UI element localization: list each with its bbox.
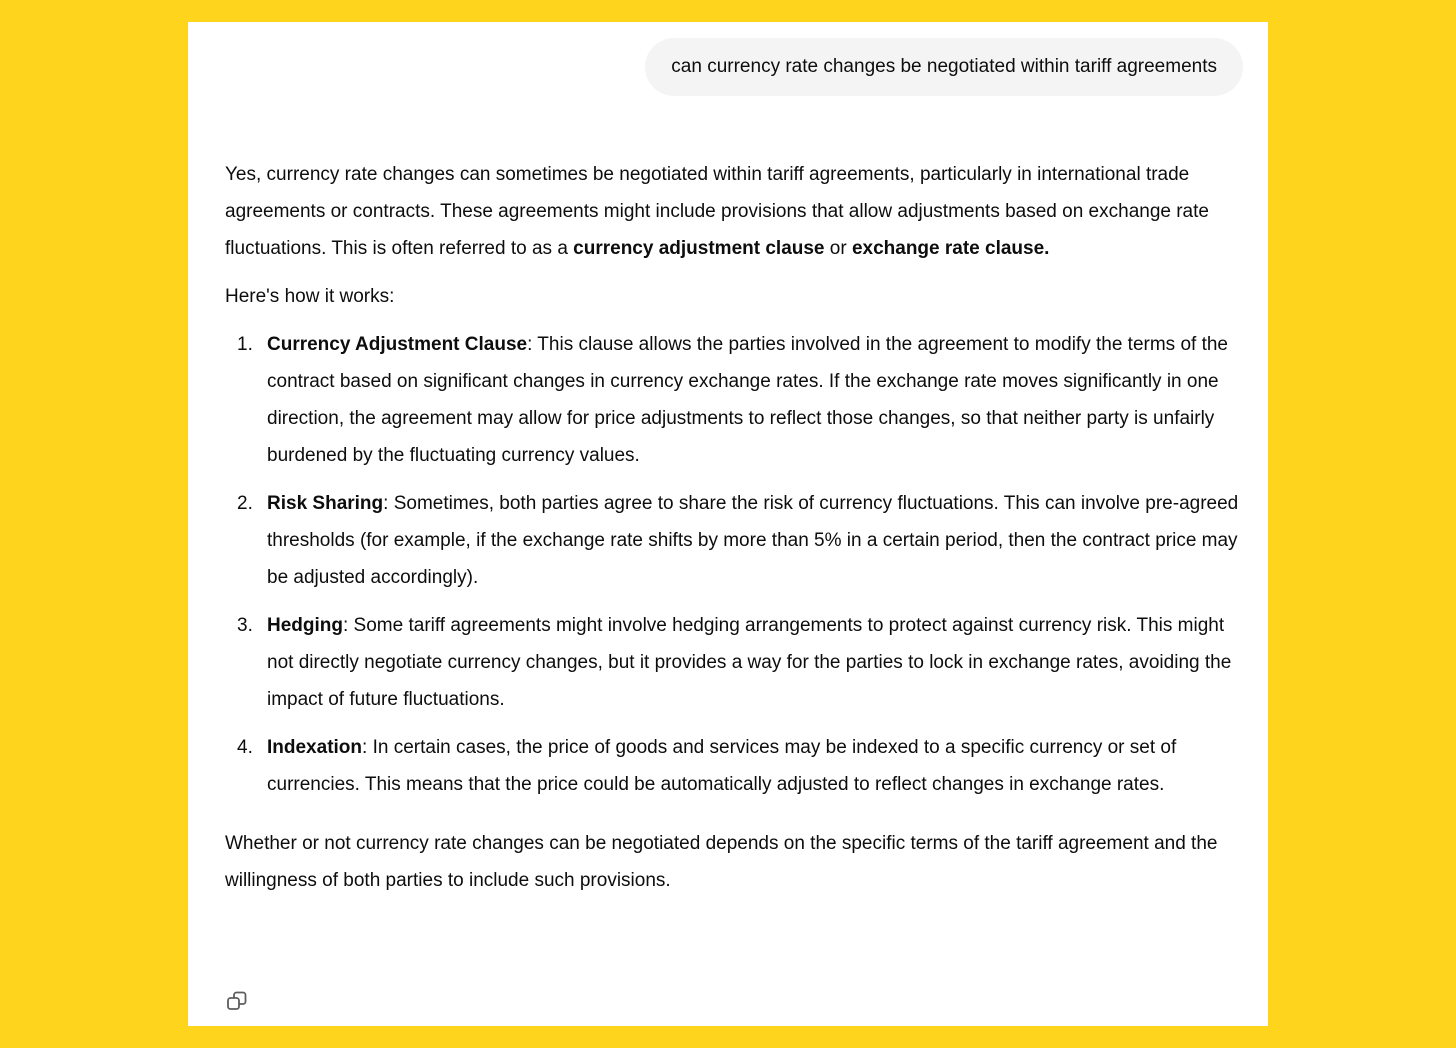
list-item-number: 4. [237,737,253,758]
list-item-title: Risk Sharing [267,493,384,514]
list-item-text: : In certain cases, the price of goods and services may be indexed to a specific currency or set of currencies. This means that the price could be automatically adjusted to reflect changes in exchange rates. [267,737,1177,795]
conclusion-paragraph: Whether or not currency rate changes can be negotiated depends on the specific terms of the tariff agreement and the willingness of both parties to include such provisions. [225,833,1218,891]
intro-bold-2: exchange rate clause [851,238,1045,259]
intro-text-1: Yes, currency rate changes can sometimes be negotiated within tariff agreements, particularly in international trade agreements or contracts. These agreements might include provisions that allow adjustments based on exchange rate fluctuations. This is often referred to as a [225,164,1209,259]
list-item [225,729,1250,803]
list-item-number: 2. [237,493,253,514]
list-item [225,607,1250,718]
list-item-number: 3. [237,615,253,636]
intro-text-3: . [1044,238,1050,259]
list-item-title: Currency Adjustment Clause [267,334,528,355]
list-item-text: : Sometimes, both parties agree to share the risk of currency fluctuations. This can involve pre-agreed thresholds (for example, if the exchange rate shifts by more than 5% in a certain period, then the contract price may be adjusted accordingly). [267,493,1239,588]
assistant-response [225,156,1250,899]
how-it-works-text: Here's how it works: [225,286,395,307]
intro-bold-1: currency adjustment clause [573,238,825,259]
user-message-text: can currency rate changes be negotiated within tariff agreements [671,56,1217,77]
list-item [225,326,1250,474]
list-item-number: 1. [237,334,253,355]
intro-text-2: or [824,238,852,259]
chat-panel [188,22,1268,1026]
intro-paragraph [225,156,1250,267]
list-item-text: : Some tariff agreements might involve hedging arrangements to protect against currency risk. This might not directly negotiate currency changes, but it provides a way for the parties to lock in exchange rates, avoiding the impact of future fluctuations. [267,615,1232,710]
list-item-text: : This clause allows the parties involved in the agreement to modify the terms of the contract based on significant changes in currency exchange rates. If the exchange rate moves significantly in one direction, the agreement may allow for price adjustments to reflect those changes, so that neither party is unfairly burdened by the fluctuating currency values. [267,334,1228,466]
list-item-title: Indexation [267,737,363,758]
points-list [225,326,1250,803]
user-message-bubble [645,38,1243,96]
list-item [225,485,1250,596]
copy-icon[interactable] [226,990,248,1012]
list-item-title: Hedging [267,615,343,636]
